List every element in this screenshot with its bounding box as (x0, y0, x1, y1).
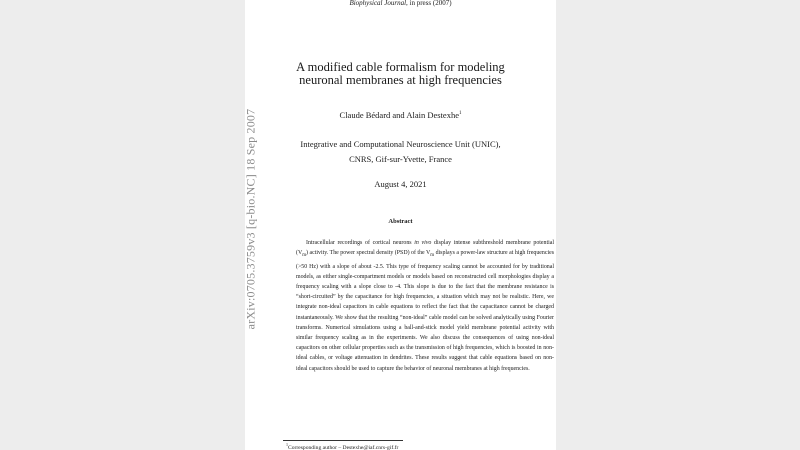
abstract-text-1: Intracellular recordings of cortical neurons (306, 240, 415, 246)
affiliation-line-2: CNRS, Gif-sur-Yvette, France (349, 153, 452, 164)
journal-status: , in press (2007) (406, 0, 452, 7)
journal-name: Biophysical Journal (349, 0, 407, 7)
abstract-body (296, 238, 554, 374)
authors (245, 110, 556, 120)
title-line-1: A modified cable formalism for modeling (296, 60, 505, 74)
affiliation (245, 137, 556, 166)
abstract-text-4: displays a power-law structure at high frequencies (>50 Hz) with a slope of about -2.5. This type of frequency scaling cannot be accounted for by traditional models, as either single-compartment models or models based on reconstructed cell morphologies display a frequency scaling with a slope close to -4. This slope is due to the fact that the membrane resistance is “short-circuited” by the capacitance for high frequencies, a situation which may not be realistic. Here, we integrate non-ideal capacitors in cable equations to reflect the fact that the capacitance cannot be charged instantaneously. We show that the resulting “non-ideal” cable model can be solved analytically using Fourier transforms. Numerical simulations using a ball-and-stick model yield membrane potential activity with similar frequency scaling as in the experiments. We also discuss the consequences of using non-ideal capacitors on other cellular properties such as the transmission of high frequencies, which is boosted in non-ideal cables, or voltage attenuation in dendrites. These results suggest that cable equations based on non-ideal capacitors should be used to capture the behavior of neuronal membranes at high frequencies. (296, 250, 554, 372)
footnote-rule (283, 440, 403, 441)
footnote-mark: 1 (286, 442, 288, 447)
paper-date: August 4, 2021 (374, 179, 427, 189)
background-left (0, 0, 245, 450)
background-right (555, 0, 800, 450)
abstract-italic: in vivo (414, 240, 432, 246)
journal-header (245, 0, 556, 7)
arxiv-stamp (242, 108, 260, 330)
abstract-sub-1: m (302, 253, 307, 259)
abstract-text-2: display intense subthreshold membrane potential (V (296, 240, 554, 257)
footnote-text: Corresponding author – Destexhe@iaf.cnrs-gif.fr (288, 444, 399, 450)
paper-page (245, 0, 556, 450)
footnote (286, 442, 398, 450)
arxiv-stamp-text: arXiv:0705.3759v3 [q-bio.NC] 18 Sep 2007 (243, 108, 258, 330)
abstract-text-3: ) activity. The power spectral density (PSD) of the V (306, 250, 431, 257)
author-footnote-mark: 1 (458, 111, 462, 117)
paper-title (245, 61, 556, 87)
abstract-sub-2: m (430, 253, 435, 259)
abstract-heading: Abstract (388, 218, 413, 225)
author-names: Claude Bédard and Alain Destexhe (339, 110, 459, 120)
affiliation-line-1: Integrative and Computational Neuroscience Unit (UNIC), (300, 139, 501, 149)
title-line-2: neuronal membranes at high frequencies (299, 73, 502, 87)
